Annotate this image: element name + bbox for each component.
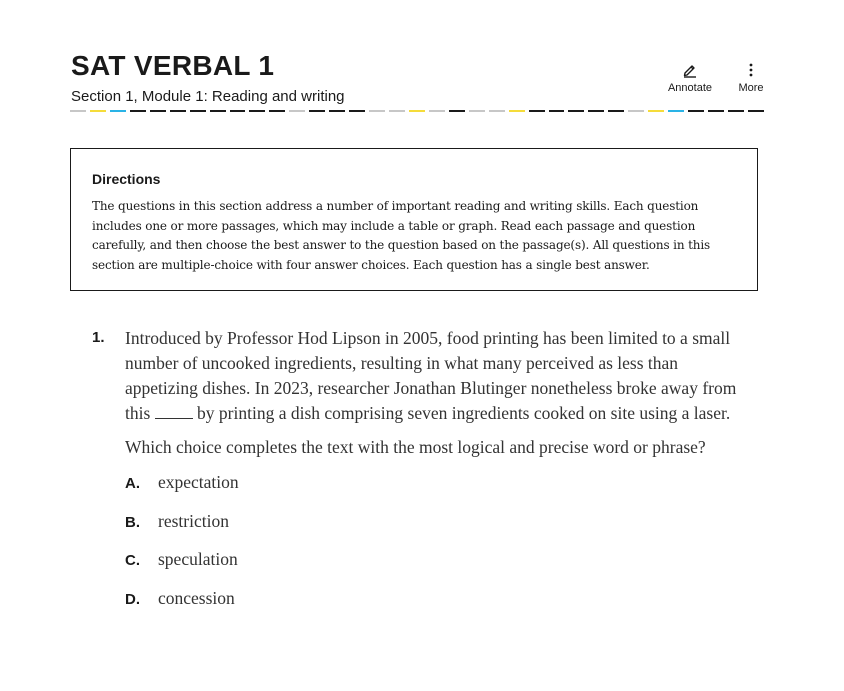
question-body [125,326,743,626]
progress-segment [150,110,166,112]
progress-segment [469,110,485,112]
progress-segment [668,110,684,112]
test-title: SAT VERBAL 1 [71,50,275,81]
progress-segment [568,110,584,112]
question-progress-bar [70,110,764,113]
directions-box [70,148,758,291]
choice-text: expectation [158,472,239,492]
progress-segment [449,110,465,112]
progress-segment [110,110,126,112]
progress-segment [529,110,545,112]
progress-segment [210,110,226,112]
question-passage [125,326,743,426]
question-number: 1. [92,329,105,346]
progress-segment [230,110,246,112]
progress-segment [269,110,285,112]
progress-segment [249,110,265,112]
progress-segment [588,110,604,112]
choice-letter: D. [125,590,140,608]
more-button[interactable] [734,60,768,94]
progress-segment [190,110,206,112]
answer-choice-c[interactable] [125,549,743,588]
directions-heading: Directions [92,171,161,187]
progress-segment [389,110,405,112]
answer-choice-b[interactable] [125,511,743,550]
choice-letter: A. [125,475,140,492]
progress-segment [608,110,624,112]
progress-segment [369,110,385,112]
choice-text: restriction [158,510,229,531]
progress-segment [429,110,445,112]
progress-segment [549,110,565,112]
choice-letter: B. [125,513,140,531]
progress-segment [170,110,186,112]
progress-segment [748,110,764,112]
progress-segment [648,110,664,112]
progress-segment [130,110,146,112]
more-label: More [738,82,764,94]
directions-text: The questions in this section address a number of important reading and writing skills. Each question includes one or more passages, which may include a table or graph. Read each passage and question carefully, and then choose the best answer to the question based on the passage(s). All questions in this section are multiple-choice with four answer choices. Each question has a single best answer. [92,199,711,272]
section-subtitle: Section 1, Module 1: Reading and writing [71,88,345,105]
progress-segment [349,110,365,112]
progress-segment [90,110,106,112]
progress-segment [329,110,345,112]
choice-text: concession [158,587,235,608]
answer-choices [125,472,743,626]
pen-icon [680,60,700,80]
progress-segment [509,110,525,112]
progress-segment [70,110,86,112]
progress-segment [708,110,724,112]
progress-segment [728,110,744,112]
answer-choice-d[interactable] [125,588,743,627]
fill-in-blank [155,404,193,419]
progress-segment [628,110,644,112]
annotate-button[interactable] [666,60,714,94]
passage-text-before-blank: Introduced by Professor Hod Lipson in 2005, food printing has been limited to a small number of uncooked ingredients, resulting in what many perceived as less than appetizing dishes. In 2023, researcher Jonathan Blutinger nonetheless broke away from this [125,328,737,423]
passage-text-after-blank: by printing a dish comprising seven ingredients cooked on site using a laser. [192,403,731,423]
question-1 [92,326,752,626]
progress-segment [309,110,325,112]
choice-text: speculation [158,549,238,569]
choice-letter: C. [125,552,140,569]
answer-choice-a[interactable] [125,472,743,511]
question-prompt: Which choice completes the text with the most logical and precise word or phrase? [125,437,706,457]
kebab-menu-icon [741,60,761,80]
progress-segment [409,110,425,112]
progress-segment [289,110,305,112]
progress-segment [688,110,704,112]
progress-segment [489,110,505,112]
annotate-label: Annotate [667,82,713,94]
